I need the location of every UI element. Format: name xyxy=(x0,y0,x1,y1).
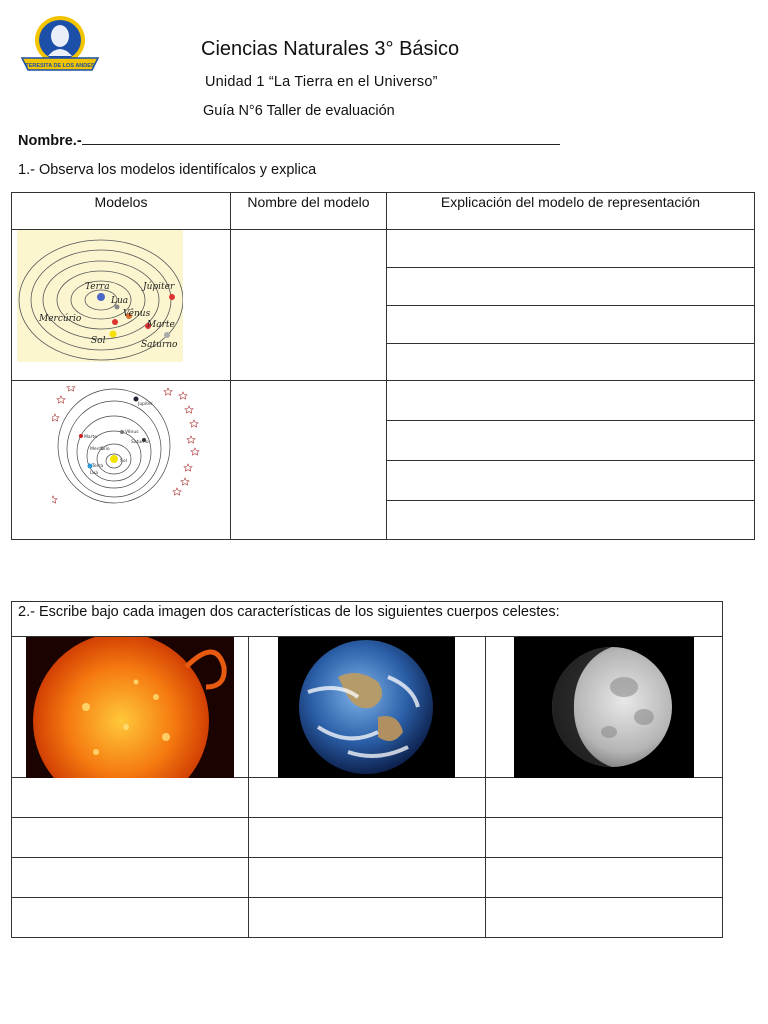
name-field[interactable] xyxy=(18,132,560,149)
models-table xyxy=(11,192,755,540)
label-saturno-h: Saturno xyxy=(131,440,149,445)
earth-answer-line[interactable] xyxy=(249,858,486,898)
earth-answer-line[interactable] xyxy=(249,778,486,818)
label-mercurio-h: Mercúrio xyxy=(90,447,110,452)
name-label: Nombre.- xyxy=(18,133,82,149)
moon-image-cell xyxy=(486,637,723,778)
label-terra: Terra xyxy=(85,282,110,292)
heliocentric-explanation-line[interactable] xyxy=(387,381,755,421)
label-jupiter: Júpiter xyxy=(143,282,175,292)
label-saturno: Saturno xyxy=(141,340,178,350)
geocentric-model-cell xyxy=(12,230,231,381)
geocentric-explanation-line[interactable] xyxy=(387,306,755,344)
earth-answer-line[interactable] xyxy=(249,898,486,938)
celestial-bodies-table xyxy=(11,601,723,938)
header-modelos: Modelos xyxy=(12,193,231,230)
geocentric-model-diagram xyxy=(17,230,183,362)
label-lua-h: Lua xyxy=(90,471,99,476)
label-lua: Lua xyxy=(111,296,129,306)
question-1-prompt: 1.- Observa los modelos identifícalos y explica xyxy=(18,162,317,178)
sun-answer-line[interactable] xyxy=(12,898,249,938)
svg-text:TERESITA DE LOS ANDES: TERESITA DE LOS ANDES xyxy=(25,63,95,69)
moon-answer-line[interactable] xyxy=(486,818,723,858)
moon-answer-line[interactable] xyxy=(486,858,723,898)
moon-answer-line[interactable] xyxy=(486,898,723,938)
moon-answer-line[interactable] xyxy=(486,778,723,818)
header-nombre: Nombre del modelo xyxy=(231,193,387,230)
heliocentric-model-cell xyxy=(12,381,231,540)
label-venus-h: Vênus xyxy=(125,430,139,435)
moon-photo xyxy=(514,637,694,778)
sun-answer-line[interactable] xyxy=(12,778,249,818)
label-venus: Vênus xyxy=(123,309,151,319)
label-mercurio: Mercúrio xyxy=(39,314,82,324)
label-marte-h: Marte xyxy=(84,435,98,440)
name-line[interactable] xyxy=(82,132,560,145)
label-sol-h: Sol xyxy=(120,459,127,464)
question-2-prompt: 2.- Escribe bajo cada imagen dos características de los siguientes cuerpos celestes: xyxy=(12,602,723,637)
earth-image-cell xyxy=(249,637,486,778)
geocentric-explanation-line[interactable] xyxy=(387,344,755,381)
earth-photo xyxy=(278,637,455,778)
guide-subtitle: Guía N°6 Taller de evaluación xyxy=(203,103,395,119)
sun-answer-line[interactable] xyxy=(12,858,249,898)
label-sol: Sol xyxy=(91,336,106,346)
label-jupiter-h: Júpiter xyxy=(138,402,153,407)
earth-answer-line[interactable] xyxy=(249,818,486,858)
page-title: Ciencias Naturales 3° Básico xyxy=(201,38,460,60)
label-terra-h: Terra xyxy=(92,464,104,469)
heliocentric-explanation-line[interactable] xyxy=(387,421,755,461)
label-marte: Marte xyxy=(147,320,175,330)
heliocentric-explanation-line[interactable] xyxy=(387,501,755,540)
geocentric-explanation-line[interactable] xyxy=(387,268,755,306)
heliocentric-model-diagram xyxy=(52,386,202,516)
school-logo xyxy=(18,14,102,76)
sun-photo xyxy=(26,637,234,778)
heliocentric-name-input[interactable] xyxy=(231,381,387,540)
header-explicacion: Explicación del modelo de representación xyxy=(387,193,755,230)
geocentric-explanation-line[interactable] xyxy=(387,230,755,268)
sun-answer-line[interactable] xyxy=(12,818,249,858)
geocentric-name-input[interactable] xyxy=(231,230,387,381)
sun-image-cell xyxy=(12,637,249,778)
unit-subtitle: Unidad 1 “La Tierra en el Universo” xyxy=(205,74,438,90)
heliocentric-explanation-line[interactable] xyxy=(387,461,755,501)
